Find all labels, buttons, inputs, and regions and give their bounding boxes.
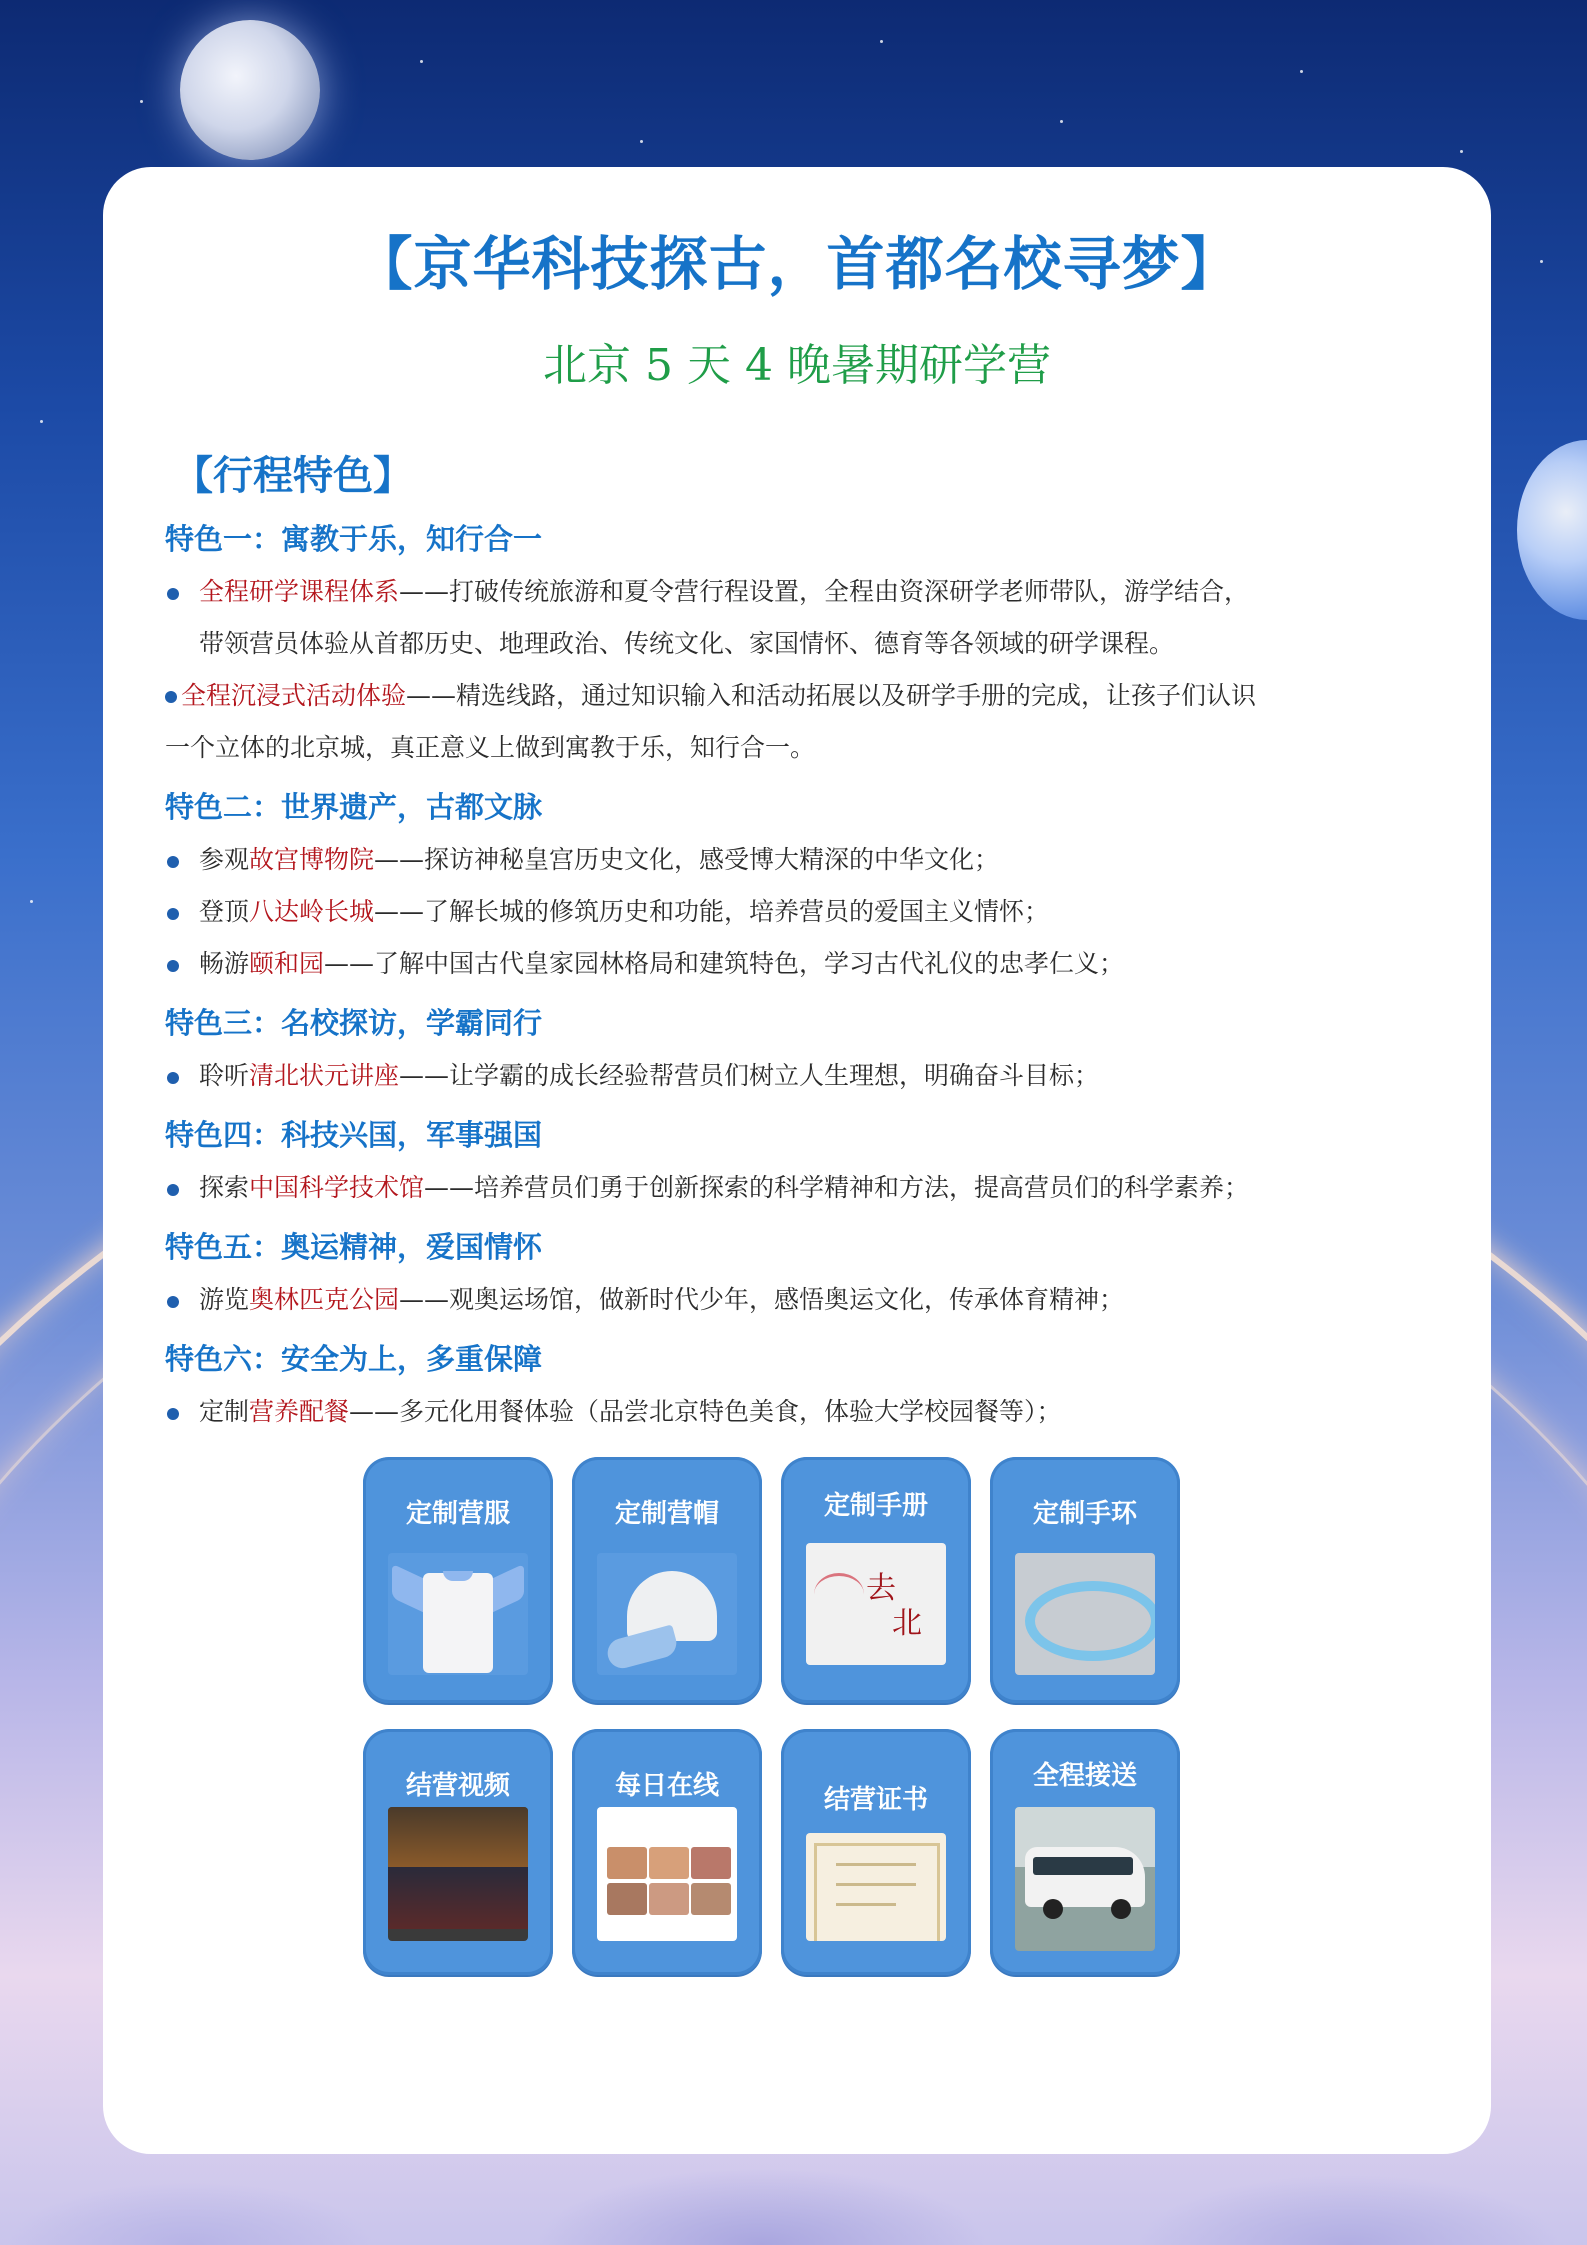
section-heading: 【行程特色】 <box>173 453 413 499</box>
item-text: ——了解长城的修筑历史和功能，培养营员的爱国主义情怀； <box>374 897 1050 926</box>
itinerary-features <box>165 450 1465 1438</box>
tile-label: 结营证书 <box>823 1785 928 1815</box>
feature-1-item-1 <box>165 566 1465 618</box>
item-highlight: 颐和园 <box>249 949 325 978</box>
tile-handbook <box>781 1457 971 1703</box>
item-text: ——精选线路，通过知识输入和活动拓展以及研学手册的完成，让孩子们认识 <box>406 681 1257 710</box>
item-highlight: 故宫博物院 <box>249 845 375 874</box>
tile-label: 全程接送 <box>1032 1761 1137 1791</box>
feature-2-item-1 <box>165 834 1465 886</box>
feature-2-item-3 <box>165 938 1465 990</box>
feature-2-item-2 <box>165 886 1465 938</box>
bullet-icon <box>167 588 179 600</box>
item-text: 一个立体的北京城，真正意义上做到寓教于乐，知行合一。 <box>165 733 816 762</box>
feature-3-item-1 <box>165 1050 1465 1102</box>
feature-1-item-2-cont <box>165 722 1465 774</box>
bullet-icon <box>167 1296 179 1308</box>
feature-title-1: 特色一：寓教于乐，知行合一 <box>165 522 543 556</box>
item-text: ——让学霸的成长经验帮营员们树立人生理想，明确奋斗目标； <box>399 1061 1100 1090</box>
content-card <box>103 167 1491 2154</box>
tile-label: 定制手册 <box>823 1491 928 1521</box>
tile-certificate <box>781 1729 971 1975</box>
item-highlight: 全程研学课程体系 <box>199 577 400 606</box>
tile-transfer <box>990 1729 1180 1975</box>
feature-title-6: 特色六：安全为上，多重保障 <box>165 1342 543 1376</box>
handbook-picture: 去 北 <box>806 1543 946 1665</box>
tile-label: 结营视频 <box>405 1771 510 1801</box>
cap-picture <box>597 1553 737 1675</box>
item-highlight: 营养配餐 <box>249 1397 350 1426</box>
video-picture <box>388 1807 528 1941</box>
feature-title-2: 特色二：世界遗产，古都文脉 <box>165 790 543 824</box>
item-prefix: 畅游 <box>199 949 250 978</box>
orb-decoration <box>1517 440 1587 620</box>
bullet-icon <box>167 856 179 868</box>
bullet-icon <box>167 960 179 972</box>
item-text: 带领营员体验从首都历史、地理政治、传统文化、家国情怀、德育等各领域的研学课程。 <box>199 629 1175 658</box>
tile-label: 每日在线 <box>614 1771 719 1801</box>
wristband-picture <box>1015 1553 1155 1675</box>
item-prefix: 定制 <box>199 1397 250 1426</box>
feature-6-item-1 <box>165 1386 1465 1438</box>
page-title: 【京华科技探古，首都名校寻梦】 <box>354 230 1240 298</box>
item-text: ——培养营员们勇于创新探索的科学精神和方法，提高营员们的科学素养； <box>424 1173 1250 1202</box>
feature-1-item-2 <box>165 670 1465 722</box>
bullet-icon <box>167 1184 179 1196</box>
feature-title-3: 特色三：名校探访，学霸同行 <box>165 1006 543 1040</box>
tile-daily-online <box>572 1729 762 1975</box>
feature-4-item-1 <box>165 1162 1465 1214</box>
bus-picture <box>1015 1807 1155 1951</box>
item-prefix: 游览 <box>199 1285 250 1314</box>
bullet-icon <box>167 908 179 920</box>
feature-title-5: 特色五：奥运精神，爱国情怀 <box>165 1230 543 1264</box>
item-text: ——观奥运场馆，做新时代少年，感悟奥运文化，传承体育精神； <box>399 1285 1125 1314</box>
feature-1-item-1-cont <box>165 618 1465 670</box>
tile-label: 定制营服 <box>405 1499 510 1529</box>
feature-title-4: 特色四：科技兴国，军事强国 <box>165 1118 543 1152</box>
item-text: ——多元化用餐体验（品尝北京特色美食，体验大学校园餐等）； <box>349 1397 1062 1426</box>
item-highlight: 全程沉浸式活动体验 <box>181 681 407 710</box>
item-text: ——探访神秘皇宫历史文化，感受博大精深的中华文化； <box>374 845 1000 874</box>
item-text: ——了解中国古代皇家园林格局和建筑特色，学习古代礼仪的忠孝仁义； <box>324 949 1125 978</box>
tile-label: 定制营帽 <box>614 1499 719 1529</box>
bullet-icon <box>167 1072 179 1084</box>
t-shirt-picture <box>388 1553 528 1675</box>
moments-picture <box>597 1807 737 1941</box>
bullet-icon <box>167 1408 179 1420</box>
tile-camp-uniform <box>363 1457 553 1703</box>
item-highlight: 中国科学技术馆 <box>249 1173 425 1202</box>
item-highlight: 奥林匹克公园 <box>249 1285 400 1314</box>
item-prefix: 聆听 <box>199 1061 250 1090</box>
tile-camp-cap <box>572 1457 762 1703</box>
feature-5-item-1 <box>165 1274 1465 1326</box>
item-prefix: 探索 <box>199 1173 250 1202</box>
page-subtitle: 北京 5 天 4 晚暑期研学营 <box>543 340 1051 391</box>
item-highlight: 八达岭长城 <box>249 897 375 926</box>
item-highlight: 清北状元讲座 <box>249 1061 400 1090</box>
tile-wristband <box>990 1457 1180 1703</box>
tile-closing-video <box>363 1729 553 1975</box>
moon-decoration <box>180 20 320 160</box>
item-prefix: 登顶 <box>199 897 250 926</box>
item-text: ——打破传统旅游和夏令营行程设置，全程由资深研学老师带队，游学结合， <box>399 577 1250 606</box>
tile-label: 定制手环 <box>1032 1499 1137 1529</box>
bullet-icon <box>165 691 177 703</box>
certificate-picture <box>806 1833 946 1941</box>
item-prefix: 参观 <box>199 845 250 874</box>
